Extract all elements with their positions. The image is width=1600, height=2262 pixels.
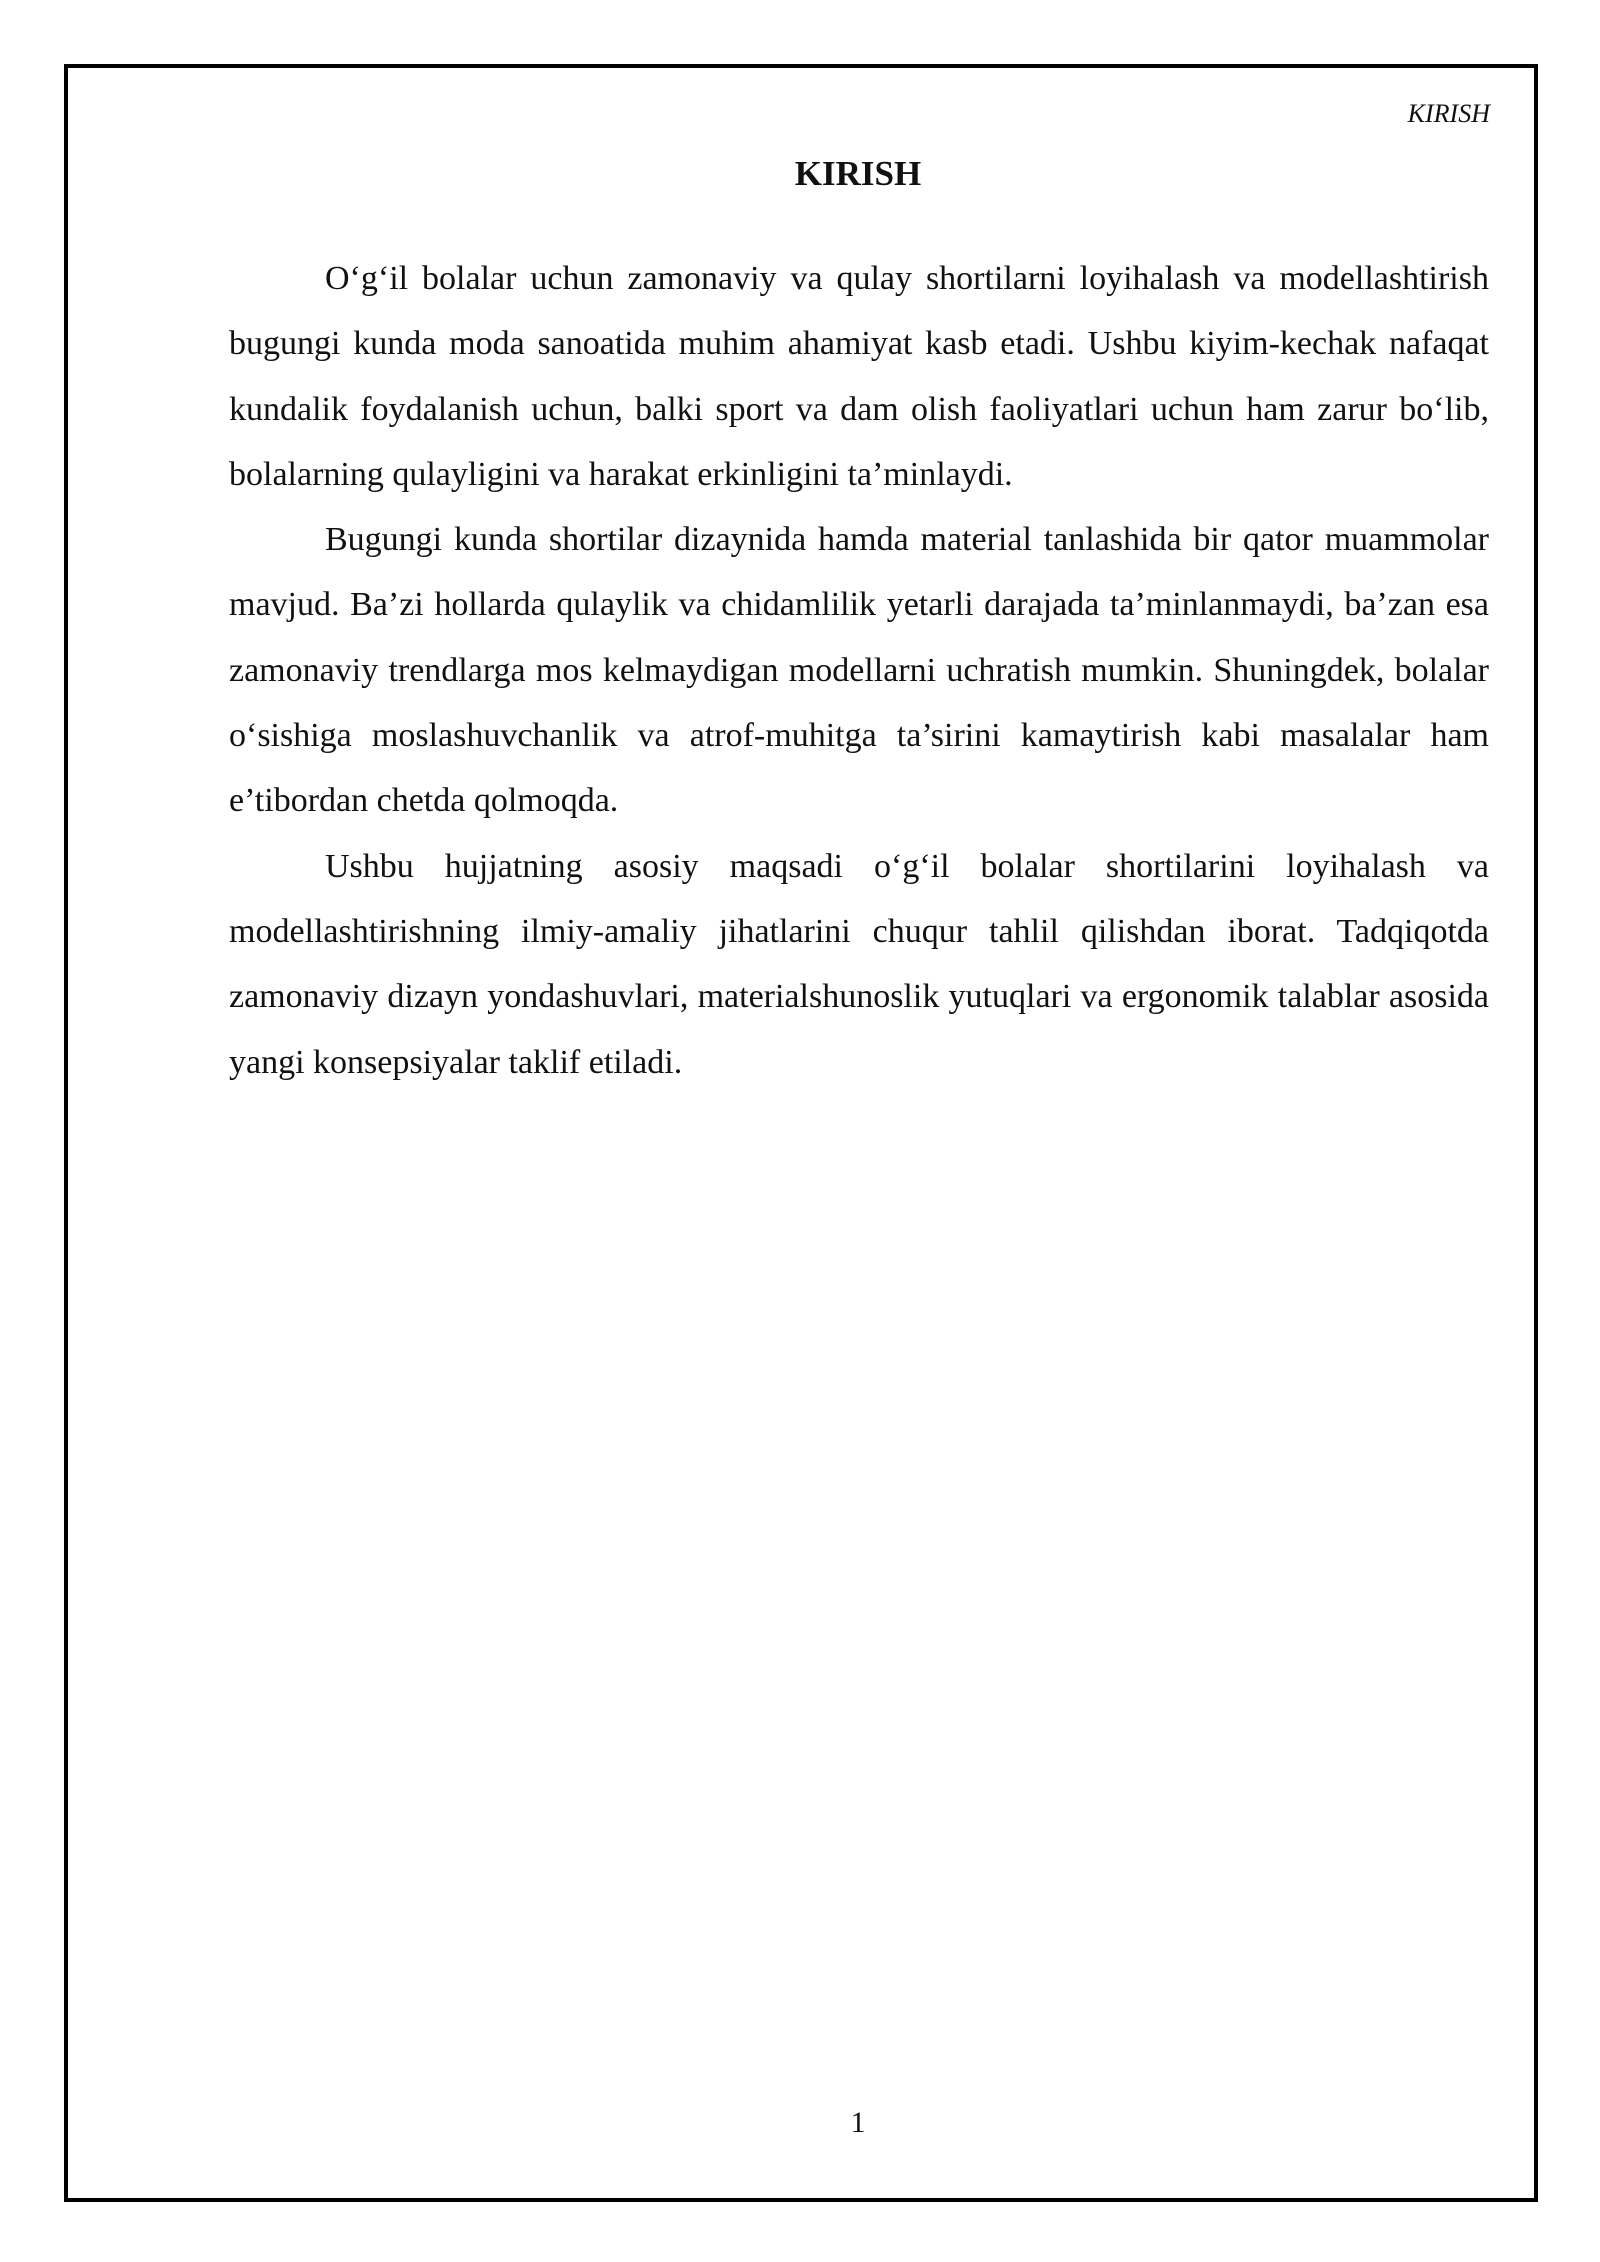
- paragraph-1: O‘g‘il bolalar uchun zamonaviy va qulay shortilarni loyihalash va modellashtirish bugungi kunda moda sanoatida muhim ahamiyat kasb etadi. Ushbu kiyim-kechak nafaqat kundalik foydalanish uchun, balki sport va dam olish faoliyatlari uchun ham zarur bo‘lib, bolalarning qulayligini va harakat erkinligini ta’minlaydi.: [229, 260, 1489, 493]
- page-number: 1: [850, 2106, 866, 2139]
- paragraph-3: Ushbu hujjatning asosiy maqsadi o‘g‘il bolalar shortilarini loyihalash va modellashtirishning ilmiy-amaliy jihatlarini chuqur tahlil qilishdan iborat. Tadqiqotda zamonaviy dizayn yondashuvlari, materialshunoslik yutuqlari va ergonomik talablar asosida yangi konsepsiyalar taklif etiladi.: [229, 847, 1489, 1081]
- paragraph-2: Bugungi kunda shortilar dizaynida hamda material tanlashida bir qator muammolar mavjud. Ba’zi hollarda qulaylik va chidamlilik yetarli darajada ta’minlanmaydi, ba’zan esa zamonaviy trendlarga mos kelmaydigan modellarni uchratish mumkin. Shuningdek, bolalar o‘sishiga moslashuvchanlik va atrof-muhitga ta’sirini kamaytirish kabi masalalar ham e’tibordan chetda qolmoqda.: [229, 521, 1489, 820]
- body-text: [229, 246, 1489, 1095]
- running-header: KIRISH: [1407, 99, 1490, 128]
- page-title: KIRISH: [794, 154, 922, 193]
